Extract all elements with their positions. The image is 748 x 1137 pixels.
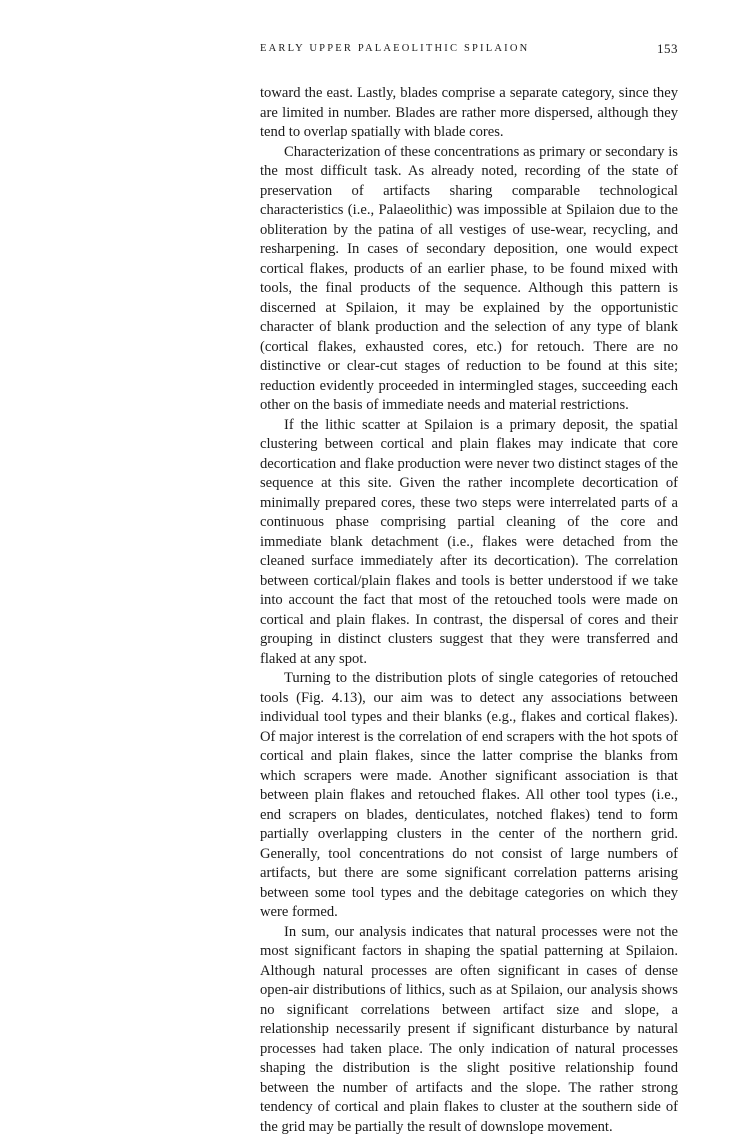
paragraph-continued: toward the east. Lastly, blades comprise a separate category, since they are limited in number. Blades are rather more dispersed, although they tend to overlap spatially with blade cores.	[260, 84, 678, 143]
body-text	[260, 84, 678, 1137]
running-head	[260, 43, 678, 59]
paragraph-distribution-plots: Turning to the distribution plots of single categories of retouched tools (Fig. 4.13), our aim was to detect any associations between individual tool types and their blanks (e.g., flakes and cortical flakes). Of major interest is the correlation of end scrapers with the hot spots of cortical and plain flakes, since the latter comprise the blanks from which scrapers were made. Another significant association is that between plain flakes and retouched flakes. All other tool types (i.e., end scrapers on blades, denticulates, notched flakes) tend to form partially overlapping clusters in the center of the northern grid. Generally, tool concentrations do not consist of large numbers of artifacts, but there are some significant correlation patterns arising between some tool types and the debitage categories on which they were formed.	[260, 669, 678, 923]
page-number: 153	[657, 41, 678, 57]
paragraph-primary-deposit: If the lithic scatter at Spilaion is a primary deposit, the spatial clustering between cortical and plain flakes may indicate that core decortication and flake production were never two distinct stages of the sequence at this site. Given the rather incomplete decortication of minimally prepared cores, these two steps were interrelated parts of a continuous phase comprising partial cleaning of the core and immediate blank detachment (i.e., flakes were detached from the cleaned surface immediately after its decortication). The correlation between cortical/plain flakes and tools is better understood if we take into account the fact that most of the retouched tools were made on cortical and plain flakes. In contrast, the dispersal of cores and their grouping in distinct clusters suggest that they were transferred and flaked at any spot.	[260, 416, 678, 670]
paragraph-characterization: Characterization of these concentrations as primary or secondary is the most difficult task. As already noted, recording of the state of preservation of artifacts sharing comparable technological characteristics (i.e., Palaeolithic) was impossible at Spilaion due to the obliteration by the patina of all vestiges of use-wear, recycling, and resharpening. In cases of secondary deposition, one would expect cortical flakes, products of an earlier phase, to be found mixed with tools, the final products of the sequence. Although this pattern is discerned at Spilaion, it may be explained by the opportunistic character of blank production and the selection of any type of blank (cortical flakes, exhausted cores, etc.) for retouch. There are no distinctive or clear-cut stages of reduction to be found at this site; reduction evidently proceeded in intermingled stages, succeeding each other on the basis of immediate needs and material restrictions.	[260, 143, 678, 416]
running-head-title: EARLY UPPER PALAEOLITHIC SPILAION	[260, 43, 529, 54]
paragraph-summary: In sum, our analysis indicates that natural processes were not the most significant factors in shaping the spatial patterning at Spilaion. Although natural processes are often significant in cases of dense open-air distributions of lithics, such as at Spilaion, our analysis shows no significant correlations between artifact size and slope, a relationship necessarily present if significant disturbance by natural processes had taken place. The only indication of natural processes shaping the distribution is the slight positive relationship found between the number of artifacts and the slope. The rather strong tendency of cortical and plain flakes to cluster at the southern side of the grid may be partially the result of downslope movement.	[260, 923, 678, 1137]
